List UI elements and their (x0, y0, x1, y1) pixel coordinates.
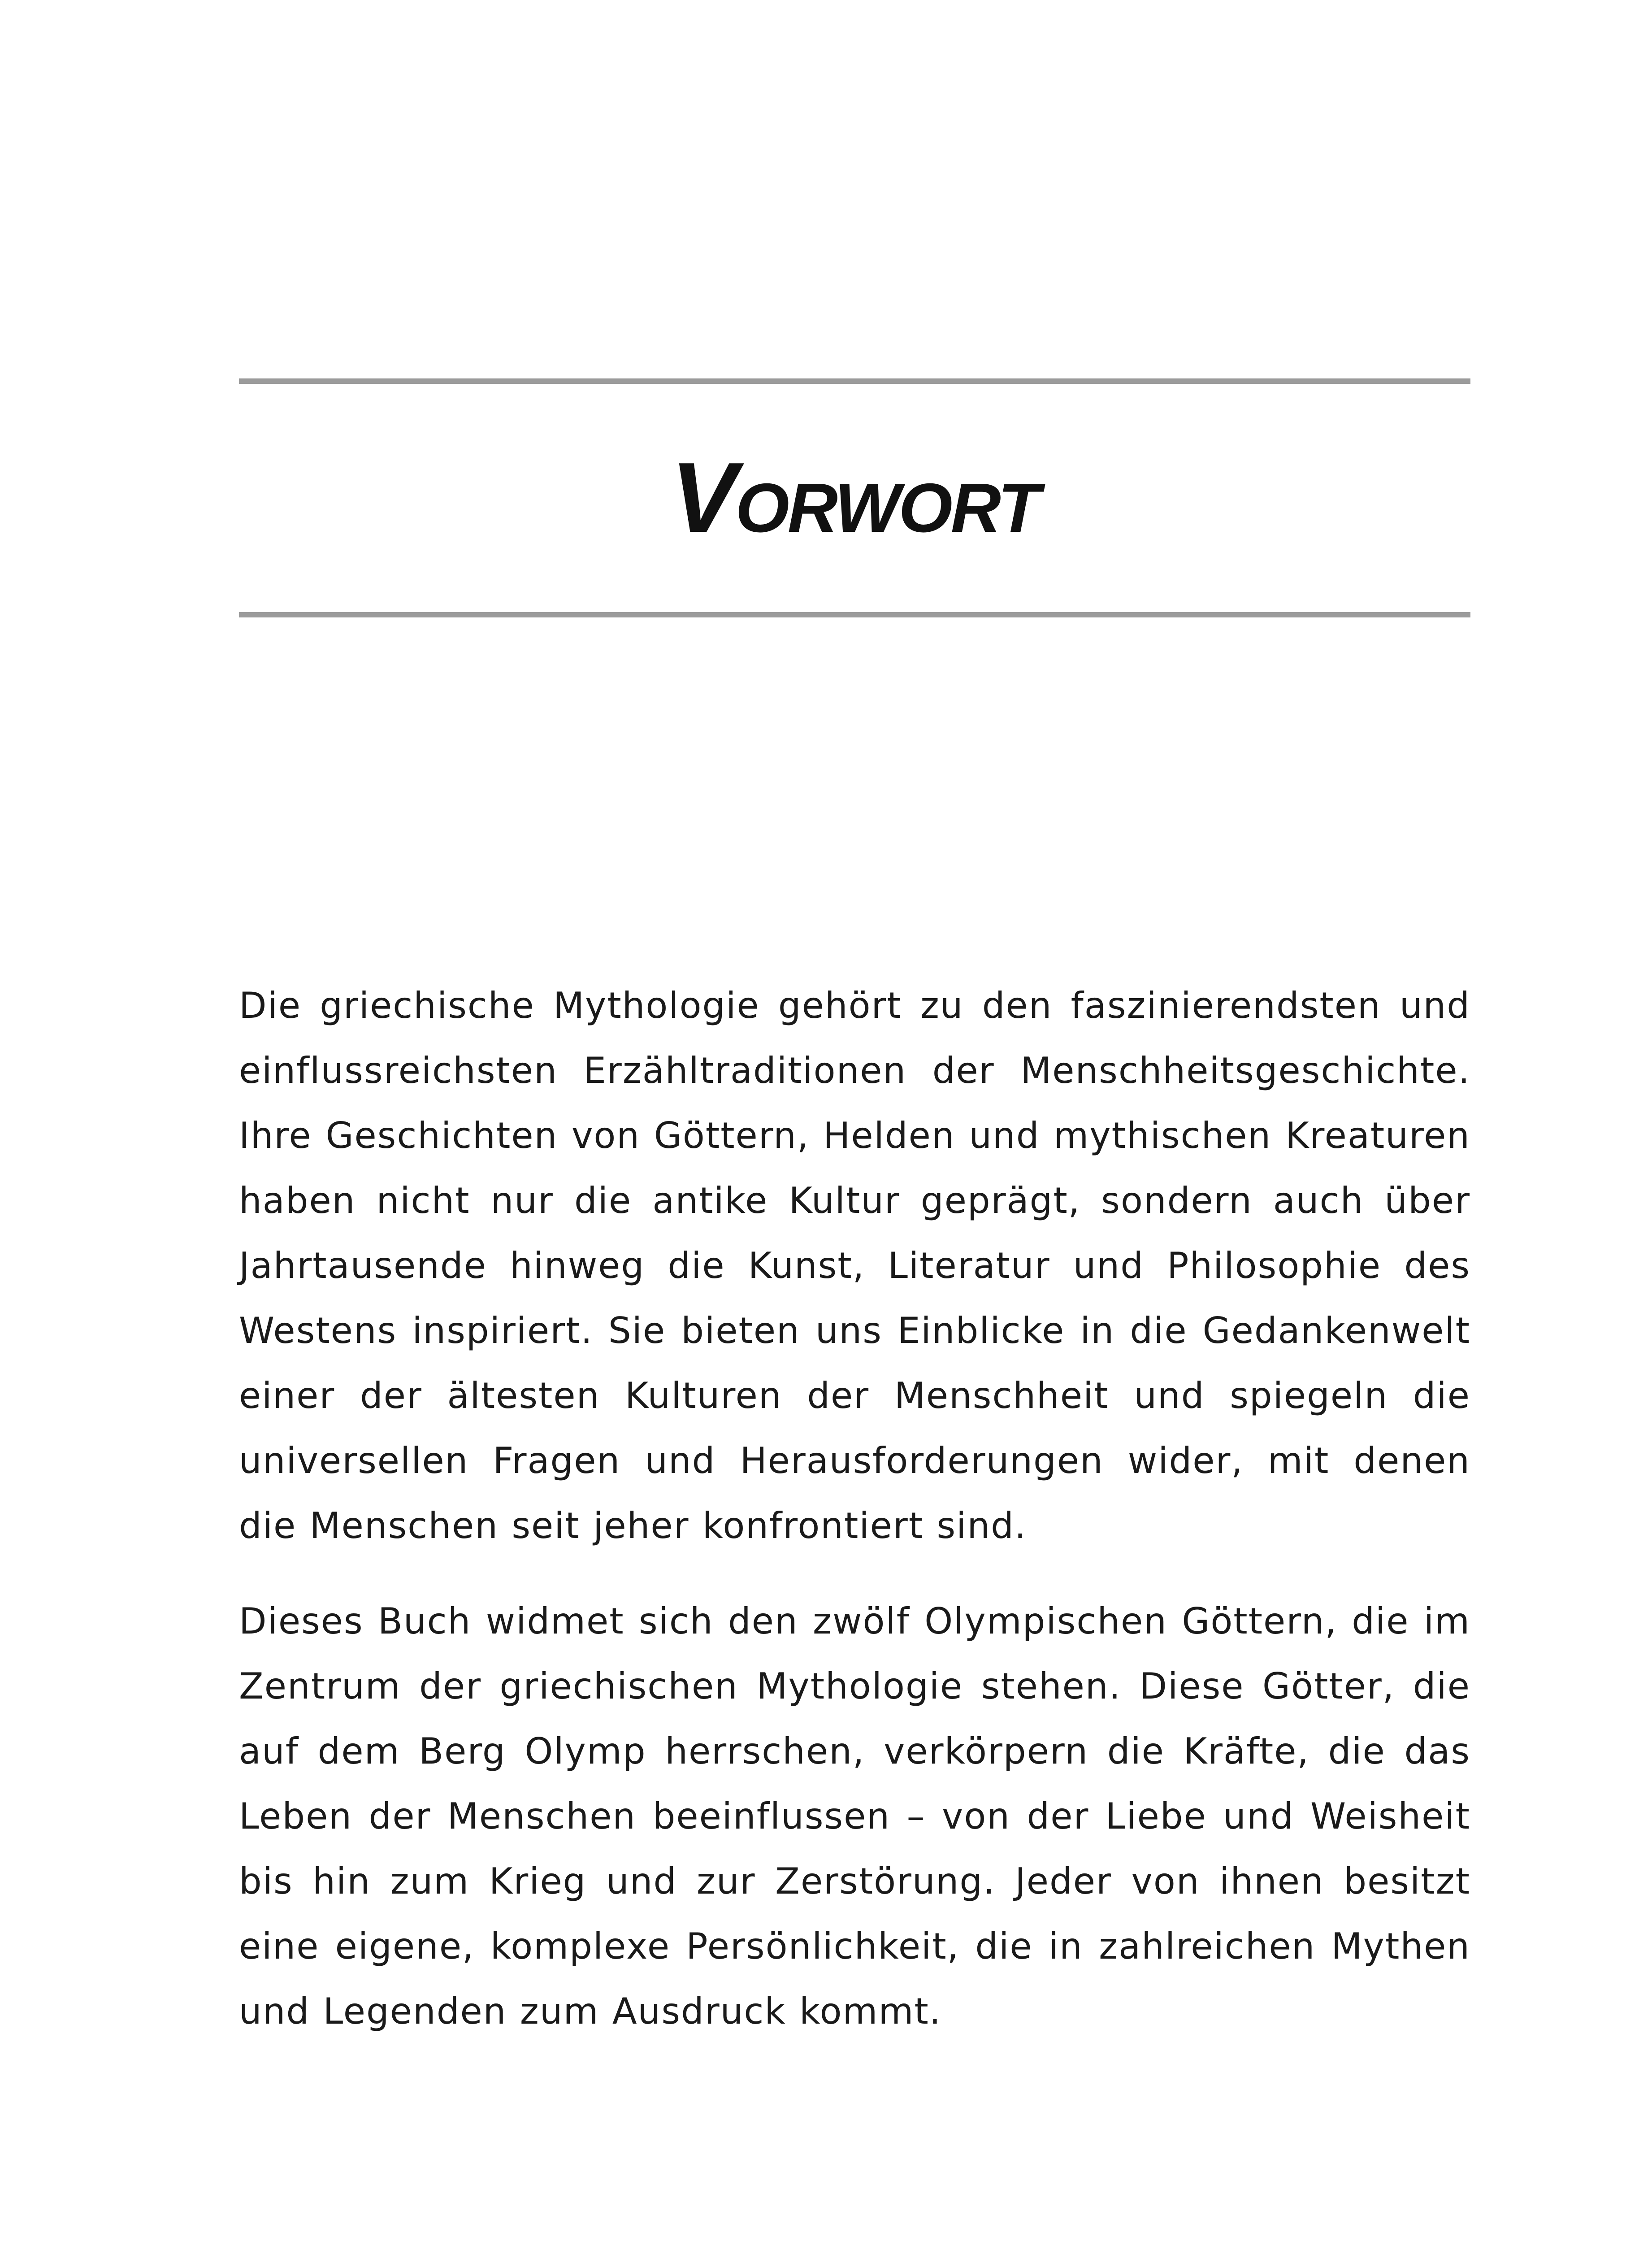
title-rule-bottom (239, 612, 1470, 617)
chapter-body (239, 973, 1470, 2074)
title-rule-top (239, 378, 1470, 384)
chapter-title: Vorwort (671, 442, 1039, 553)
paragraph-2: Dieses Buch widmet sich den zwölf Olympischen Göttern, die im Zentrum der griechischen Mythologie stehen. Diese Götter, die auf dem Berg Olymp herrschen, verkörpern die Kräfte, die das Leben der Menschen beeinflussen – von der Liebe und Weisheit bis hin zum Krieg und zur Zerstörung. Jeder von ihnen besitzt eine eigene, komplexe Persönlichkeit, die in zahlreichen Mythen und Legenden zum Ausdruck kommt. (239, 1600, 1470, 2032)
paragraph-1: Die griechische Mythologie gehört zu den faszinierendsten und einflussreichsten Erzähltraditionen der Menschheitsgeschichte. Ihre Geschichten von Göttern, Helden und mythischen Kreaturen haben nicht nur die antike Kultur geprägt, sondern auch über Jahrtausende hinweg die Kunst, Literatur und Philosophie des Westens inspiriert. Sie bieten uns Einblicke in die Gedankenwelt einer der ältesten Kulturen der Menschheit und spiegeln die universellen Fragen und Herausforderungen wider, mit denen die Menschen seit jeher konfrontiert sind. (239, 985, 1470, 1547)
